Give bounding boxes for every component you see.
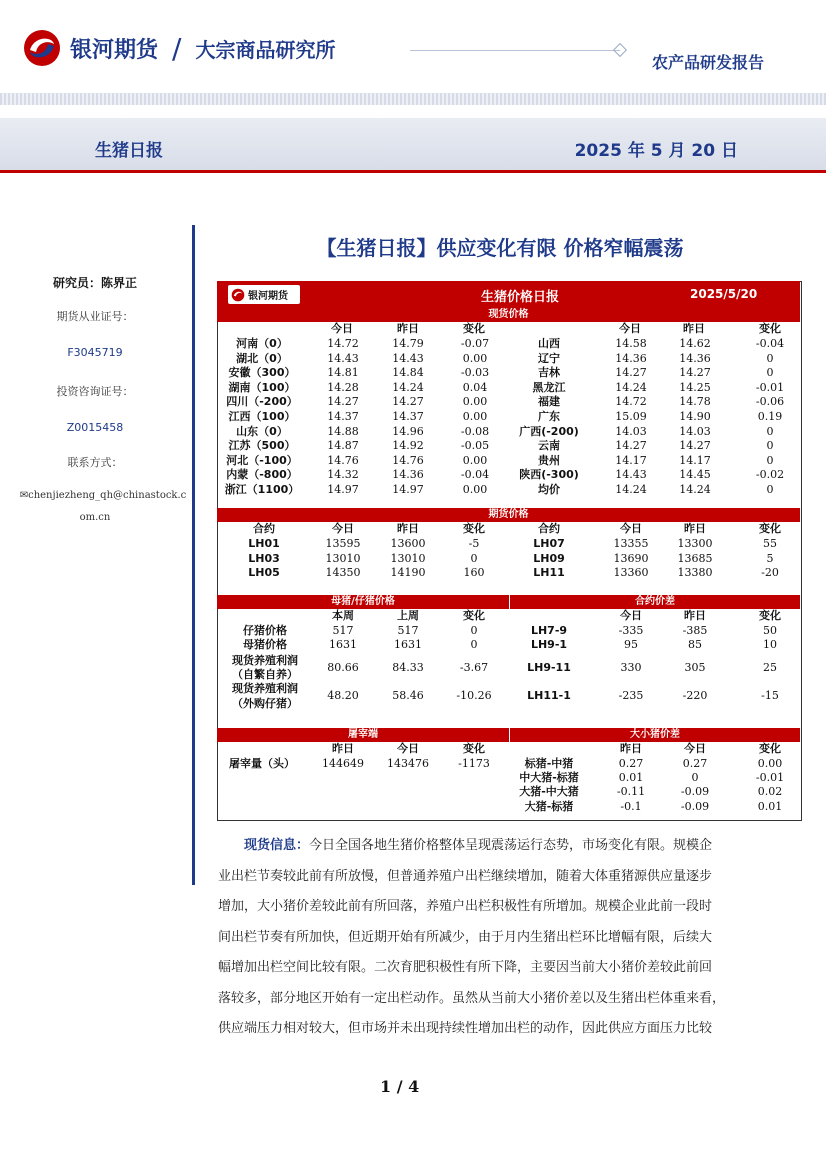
sow-value: -10.26 [456, 689, 492, 702]
band-title: 生猪日报 [95, 141, 163, 161]
price-yesterday: 14.97 [392, 483, 424, 496]
table-logo-text: 银河期货 [248, 291, 288, 302]
slaughter-value: 143476 [387, 757, 429, 770]
futures-section-header: 期货价格 [217, 508, 800, 522]
region-label: 广东 [538, 410, 560, 423]
futures-value: 14350 [325, 566, 361, 580]
column-header: 变化 [463, 322, 485, 335]
spread-label: LH7-9 [530, 624, 568, 637]
spread-value: 330 [620, 661, 642, 674]
price-today: 14.87 [327, 439, 359, 453]
region-label: 山西 [538, 337, 560, 350]
price-today: 14.37 [327, 410, 359, 423]
slaughter-value: -1173 [458, 757, 490, 770]
region-label: 陕西(-300) [519, 468, 579, 482]
sow-spread-prices [217, 609, 800, 717]
price-today: 14.43 [615, 468, 647, 482]
contact-email[interactable] [18, 490, 188, 501]
futures-value: 5 [766, 551, 774, 565]
contract-label: LH09 [533, 551, 565, 565]
size-value: 0.01 [757, 799, 783, 813]
price-yesterday: 14.37 [392, 410, 424, 423]
region-label: 广西(-200) [519, 424, 579, 438]
paragraph-line: 现货信息：今日全国各地生猪价格整体呈现震荡运行态势，市场变化有限。规模企 [244, 838, 713, 853]
price-yesterday: 14.79 [392, 337, 424, 350]
column-header: 上周 [397, 609, 419, 622]
spread-section-header: 合约价差 [510, 595, 800, 609]
price-today: 14.24 [615, 380, 647, 394]
price-yesterday: 14.96 [392, 424, 424, 438]
price-change: 0.00 [462, 395, 488, 409]
column-header: 昨日 [683, 322, 705, 335]
size-value: 0.27 [618, 757, 644, 770]
price-yesterday: 14.27 [392, 395, 424, 409]
sow-value: -3.67 [459, 661, 489, 674]
price-yesterday: 14.25 [679, 380, 711, 394]
header-stripe [0, 93, 826, 105]
price-change: 0.00 [462, 351, 488, 365]
table-logo [228, 285, 300, 304]
size-value: 0.00 [757, 757, 783, 770]
region-label: 内蒙（-800） [226, 468, 298, 482]
paragraph-line: 业出栏节奏较此前有所放慢，但普通养殖户出栏继续增加，随着大体重猪源供应量逐步 [218, 868, 713, 884]
size-value: -0.1 [620, 799, 642, 813]
header-deco-diamond [613, 43, 627, 57]
contract-label: LH11 [533, 566, 565, 580]
paragraph-line: 幅增加出栏空间比较有限。二次育肥积极性有所下降，主要因当前大小猪价差较此前回 [218, 960, 713, 975]
column-header: 今日 [397, 742, 419, 755]
price-change: 0.00 [462, 410, 488, 423]
price-today: 14.03 [615, 424, 647, 438]
price-yesterday: 14.03 [679, 424, 711, 438]
paragraph-line: 供应端压力相对较大，但市场并未出现持续性增加出栏的动作，因此供应方面压力比较 [218, 1021, 713, 1036]
futures-value: 13010 [390, 551, 426, 565]
column-header: 合约 [253, 522, 275, 535]
column-header: 今日 [332, 522, 354, 535]
column-header: 变化 [463, 522, 485, 535]
price-change: -0.04 [755, 337, 785, 350]
price-today: 14.36 [615, 351, 647, 365]
price-change: 0 [766, 439, 774, 453]
futures-prices [217, 522, 800, 584]
galaxy-logo-icon [231, 288, 245, 302]
column-header: 今日 [619, 322, 641, 335]
profit-label: 现货养殖利润 [232, 654, 298, 667]
price-yesterday: 14.27 [679, 366, 711, 380]
futures-value: -5 [468, 537, 480, 550]
brand-header [22, 28, 335, 68]
size-value: 0.01 [618, 771, 644, 785]
profit-label: 现货养殖利润 [232, 682, 298, 695]
futures-value: 13600 [390, 537, 426, 550]
contract-label: LH03 [248, 551, 280, 565]
spread-value: 10 [763, 638, 777, 651]
futures-value: 13300 [677, 537, 713, 550]
size-value: -0.11 [616, 785, 646, 799]
price-today: 15.09 [615, 410, 647, 423]
price-change: 0.04 [462, 380, 488, 394]
spread-value: -15 [761, 689, 779, 702]
column-header: 昨日 [332, 742, 354, 755]
column-header: 昨日 [397, 322, 419, 335]
price-today: 14.88 [327, 424, 359, 438]
column-header: 今日 [620, 522, 642, 535]
page-title: 【生猪日报】供应变化有限 价格窄幅震荡 [316, 236, 684, 260]
sidebar-divider [192, 225, 195, 885]
price-change: -0.04 [460, 468, 490, 482]
price-today: 14.72 [615, 395, 647, 409]
sow-value: 84.33 [392, 661, 424, 674]
paragraph-line: 间出栏节奏有所加快，但近期开始有所减少，由于月内生猪出栏环比增幅有限，后续大 [218, 929, 713, 945]
spot-prices [217, 322, 800, 497]
futures-value: 55 [763, 537, 777, 550]
brand-name: 银河期货 [70, 37, 159, 63]
spread-value: -220 [682, 689, 708, 702]
price-today: 14.27 [327, 395, 359, 409]
price-yesterday: 14.27 [679, 439, 711, 453]
price-yesterday: 14.90 [679, 410, 711, 423]
price-change: -0.07 [460, 337, 490, 350]
column-header: 变化 [759, 742, 781, 755]
column-header: 合约 [538, 522, 560, 535]
sow-value: 517 [397, 624, 419, 637]
sow-value: 0 [470, 624, 478, 637]
price-change: 0 [766, 424, 774, 438]
price-yesterday: 14.43 [392, 351, 424, 365]
spread-value: -335 [618, 624, 644, 637]
size-section-header: 大小猪价差 [510, 728, 800, 742]
region-label: 河南（0） [236, 337, 288, 350]
sow-value: 80.66 [327, 661, 359, 674]
price-today: 14.27 [615, 439, 647, 453]
divider-slash: / [172, 31, 182, 65]
price-change: -0.08 [460, 424, 490, 438]
price-today: 14.24 [615, 483, 647, 496]
price-today: 14.76 [327, 453, 359, 467]
price-today: 14.17 [615, 453, 647, 467]
region-label: 四川（-200） [226, 395, 298, 409]
column-header: 昨日 [620, 742, 642, 755]
sow-label: 仔猪价格 [243, 624, 287, 637]
spread-value: 50 [763, 624, 777, 637]
table-title: 生猪价格日报 [480, 290, 559, 305]
price-yesterday: 14.24 [392, 380, 424, 394]
spread-label: LH9-1 [530, 638, 568, 651]
spot-section-header: 现货价格 [217, 308, 800, 322]
column-header: 变化 [759, 522, 781, 535]
sow-value: 1631 [394, 638, 422, 651]
slaughter-value: 144649 [322, 757, 364, 770]
email-line2: om.cn [79, 512, 111, 523]
paragraph-line: 增加，大小猪价差较此前有所回落，养殖户出栏积极性有所增加。规模企业此前一段时 [218, 899, 713, 914]
size-label: 标猪-中猪 [524, 757, 574, 770]
size-label: 大猪-中大猪 [519, 785, 579, 799]
size-value: 0.27 [682, 757, 708, 770]
region-label: 云南 [538, 439, 560, 453]
page-number: 1 / 4 [380, 1077, 420, 1096]
price-change: -0.02 [755, 468, 785, 482]
spread-label: LH11-1 [527, 689, 571, 702]
paragraph-lead: 现货信息： [244, 838, 310, 853]
futures-value: -20 [761, 566, 779, 580]
column-header: 变化 [759, 609, 781, 622]
spread-value: -385 [682, 624, 708, 637]
sow-section-header: 母猪/仔猪价格 [217, 595, 509, 609]
column-header: 今日 [331, 322, 353, 335]
size-value: -0.09 [680, 785, 710, 799]
futures-value: 13360 [613, 566, 649, 580]
table-date: 2025/5/20 [690, 287, 758, 301]
size-value: -0.01 [755, 771, 785, 785]
region-label: 吉林 [538, 366, 560, 380]
futures-value: 13595 [325, 537, 361, 550]
price-today: 14.81 [327, 366, 359, 380]
advisory-number: Z0015458 [66, 421, 124, 434]
spread-value: 95 [624, 638, 638, 651]
price-change: -0.05 [460, 439, 490, 453]
region-label: 河北（-100） [226, 453, 298, 467]
mail-icon: ✉ [19, 490, 29, 501]
price-today: 14.32 [327, 468, 359, 482]
price-yesterday: 14.92 [392, 439, 424, 453]
band-date: 2025 年 5 月 20 日 [574, 141, 738, 161]
region-label: 浙江（1100） [224, 483, 300, 496]
price-change: 0 [766, 366, 774, 380]
price-today: 14.58 [615, 337, 647, 350]
spread-value: -235 [618, 689, 644, 702]
region-label: 江西（100） [228, 410, 296, 423]
galaxy-logo-icon [22, 28, 62, 68]
price-yesterday: 14.45 [679, 468, 711, 482]
slaughter-section-header: 屠宰端 [217, 728, 509, 742]
slaughter-size-prices [217, 742, 800, 818]
report-type: 农产品研发报告 [651, 53, 764, 72]
region-label: 江苏（500） [228, 439, 296, 453]
column-header: 变化 [759, 322, 781, 335]
price-yesterday: 14.17 [679, 453, 711, 467]
sow-value: 1631 [329, 638, 357, 651]
price-change: -0.03 [460, 366, 490, 380]
price-yesterday: 14.78 [679, 395, 711, 409]
region-label: 山东（0） [236, 424, 288, 438]
price-today: 14.28 [327, 380, 359, 394]
price-yesterday: 14.76 [392, 453, 424, 467]
futures-value: 0 [470, 551, 478, 565]
region-label: 黑龙江 [532, 380, 566, 394]
size-value: 0 [691, 771, 699, 785]
column-header: 变化 [463, 742, 485, 755]
price-today: 14.27 [615, 366, 647, 380]
price-change: -0.01 [755, 380, 785, 394]
sow-value: 0 [470, 638, 478, 651]
column-header: 昨日 [684, 609, 706, 622]
sow-value: 517 [332, 624, 354, 637]
futures-value: 160 [463, 566, 485, 580]
contract-label: LH05 [248, 566, 280, 580]
column-header: 变化 [463, 609, 485, 622]
futures-value: 13010 [325, 551, 361, 565]
profit-sublabel: （外购仔猪） [232, 697, 298, 710]
price-yesterday: 14.62 [679, 337, 711, 350]
price-change: -0.06 [755, 395, 785, 409]
license-number: F3045719 [67, 346, 123, 359]
sow-value: 48.20 [327, 689, 359, 702]
spread-value: 305 [684, 661, 706, 674]
contract-label: LH01 [248, 537, 280, 550]
price-today: 14.97 [327, 483, 359, 496]
contract-label: LH07 [533, 537, 565, 550]
paragraph-line: 落较多，部分地区开始有一定出栏动作。虽然从当前大小猪价差以及生猪出栏体重来看， [218, 990, 726, 1006]
price-change: 0.00 [462, 483, 488, 496]
license-label: 期货从业证号： [56, 310, 134, 323]
price-change: 0 [766, 453, 774, 467]
advisory-label: 投资咨询证号： [56, 385, 134, 398]
price-yesterday: 14.36 [392, 468, 424, 482]
price-change: 0.19 [757, 410, 783, 423]
column-header: 昨日 [684, 522, 706, 535]
sow-value: 58.46 [392, 689, 424, 702]
size-label: 中大猪-标猪 [519, 771, 579, 785]
price-yesterday: 14.36 [679, 351, 711, 365]
futures-value: 14190 [390, 566, 426, 580]
futures-value: 13690 [613, 551, 649, 565]
column-header: 本周 [332, 609, 354, 622]
region-label: 均价 [538, 483, 560, 496]
futures-value: 13380 [677, 566, 713, 580]
size-value: -0.09 [680, 799, 710, 813]
institute-name: 大宗商品研究所 [195, 37, 336, 62]
slaughter-label: 屠宰量（头） [229, 757, 295, 770]
price-today: 14.72 [327, 337, 359, 350]
researcher: 研究员：陈界正 [52, 276, 137, 290]
region-label: 湖南（100） [228, 380, 296, 394]
size-label: 大猪-标猪 [524, 799, 574, 813]
price-yesterday: 14.24 [679, 483, 711, 496]
futures-value: 13355 [613, 537, 649, 550]
futures-value: 13685 [677, 551, 713, 565]
region-label: 安徽（300） [228, 366, 296, 380]
region-label: 贵州 [538, 453, 560, 467]
price-change: 0 [766, 351, 774, 365]
header-deco-line [410, 50, 620, 51]
column-header: 今日 [684, 742, 706, 755]
spot-info-paragraph [218, 831, 803, 1045]
sow-label: 母猪价格 [243, 638, 287, 651]
column-header: 今日 [620, 609, 642, 622]
profit-sublabel: （自繁自养） [232, 668, 298, 681]
price-today: 14.43 [327, 351, 359, 365]
region-label: 辽宁 [538, 351, 560, 365]
price-change: 0.00 [462, 453, 488, 467]
spread-value: 85 [688, 638, 702, 651]
region-label: 福建 [538, 395, 560, 409]
column-header: 昨日 [397, 522, 419, 535]
size-value: 0.02 [757, 785, 783, 799]
spread-value: 25 [763, 661, 777, 674]
region-label: 湖北（0） [236, 351, 288, 365]
email-line1: chenjiezheng_qh@chinastock.c [28, 490, 187, 501]
contact-label: 联系方式： [67, 456, 123, 469]
price-change: 0 [766, 483, 774, 496]
spread-label: LH9-11 [527, 661, 571, 674]
price-yesterday: 14.84 [392, 366, 424, 380]
